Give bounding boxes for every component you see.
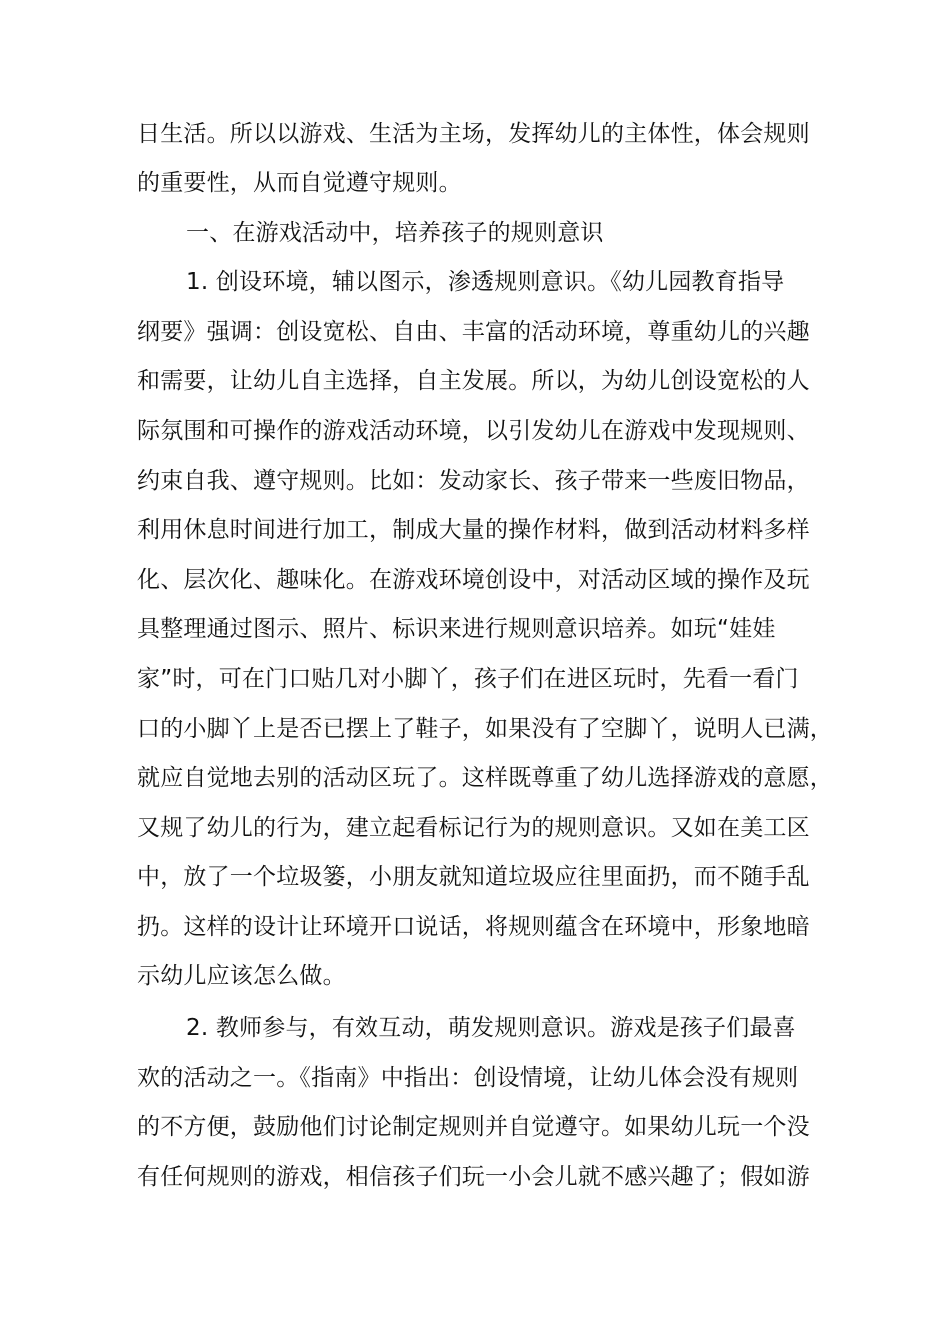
text-line: 日生活。所以以游戏、生活为主场，发挥幼儿的主体性，体会规则	[137, 121, 810, 147]
text-line: 家”时，可在门口贴几对小脚丫，孩子们在进区玩时，先看一看门	[137, 666, 799, 692]
text-line: 口的小脚丫上是否已摆上了鞋子，如果没有了空脚丫，说明人已满，	[137, 716, 833, 742]
text-line: 纲要》强调：创设宽松、自由、丰富的活动环境，尊重幼儿的兴趣	[137, 319, 810, 345]
text-line: 的重要性，从而自觉遵守规则。	[137, 170, 462, 196]
text-line: 具整理通过图示、照片、标识来进行规则意识培养。如玩“娃娃	[137, 616, 776, 642]
section-heading: 一、在游戏活动中，培养孩子的规则意识	[186, 220, 604, 246]
text-line: 就应自觉地去别的活动区玩了。这样既尊重了幼儿选择游戏的意愿，	[137, 765, 833, 791]
text-line: 欢的活动之一。《指南》中指出：创设情境，让幼儿体会没有规则	[137, 1065, 799, 1091]
text-line: 约束自我、遵守规则。比如：发动家长、孩子带来一些废旧物品，	[137, 468, 810, 494]
text-line: 示幼儿应该怎么做。	[137, 963, 346, 989]
text-line: 化、层次化、趣味化。在游戏环境创设中，对活动区域的操作及玩	[137, 567, 810, 593]
text-line: 扔。这样的设计让环境开口说话，将规则蕴含在环境中，形象地暗	[137, 914, 810, 940]
text-line: 有任何规则的游戏，相信孩子们玩一小会儿就不感兴趣了；假如游	[137, 1164, 810, 1190]
text-line: 利用休息时间进行加工，制成大量的操作材料，做到活动材料多样	[137, 517, 810, 543]
paragraph-start: 2. 教师参与，有效互动，萌发规则意识。游戏是孩子们最喜	[186, 1015, 796, 1041]
paragraph-start: 1. 创设环境，辅以图示，渗透规则意识。《幼儿园教育指导	[186, 269, 785, 295]
text-line: 际氛围和可操作的游戏活动环境，以引发幼儿在游戏中发现规则、	[137, 418, 810, 444]
text-line: 中，放了一个垃圾篓，小朋友就知道垃圾应往里面扔，而不随手乱	[137, 864, 810, 890]
text-line: 和需要，让幼儿自主选择，自主发展。所以，为幼儿创设宽松的人	[137, 368, 810, 394]
text-line: 又规了幼儿的行为，建立起看标记行为的规则意识。又如在美工区	[137, 815, 810, 841]
text-line: 的不方便，鼓励他们讨论制定规则并自觉遵守。如果幼儿玩一个没	[137, 1114, 810, 1140]
